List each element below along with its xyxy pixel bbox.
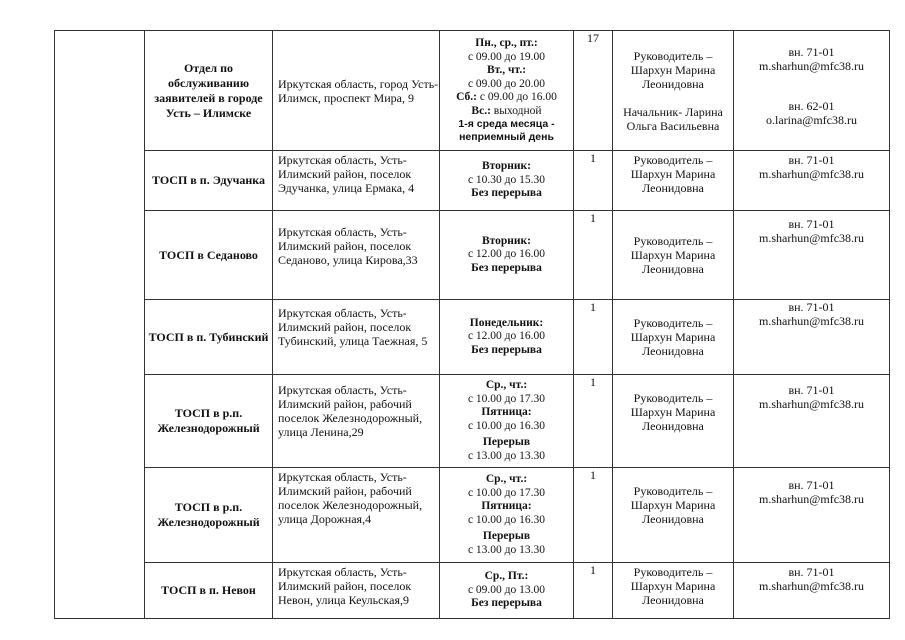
office-address: Иркутская область, Усть-Илимский район, поселок Тубинский, улица Таежная, 5 xyxy=(273,300,440,375)
table-row xyxy=(55,563,890,619)
office-phones: вн. 71-01 m.sharhun@mfc38.ru xyxy=(734,563,890,619)
office-schedule: Вторник: с 12.00 до 16.00 Без перерыва xyxy=(440,211,574,300)
table-row xyxy=(55,31,890,151)
office-phones: вн. 71-01 m.sharhun@mfc38.ru xyxy=(734,151,890,211)
office-address: Иркутская область, Усть-Илимский район, рабочий поселок Железнодорожный, улица Дорожная,4 xyxy=(273,468,440,563)
office-schedule: Понедельник: с 12.00 до 16.00 Без перерыва xyxy=(440,300,574,375)
staff-count: 17 xyxy=(574,31,613,151)
office-contact: Руководитель – Шархун Марина Леонидовна xyxy=(613,563,734,619)
office-contacts: Руководитель – Шархун Марина Леонидовна Начальник- Ларина Ольга Васильевна xyxy=(613,31,734,151)
table-row xyxy=(55,151,890,211)
office-address: Иркутская область, Усть-Илимский район, поселок Седаново, улица Кирова,33 xyxy=(273,211,440,300)
table-row xyxy=(55,211,890,300)
staff-count: 1 xyxy=(574,151,613,211)
table-row xyxy=(55,375,890,468)
office-contact: Руководитель – Шархун Марина Леонидовна xyxy=(613,300,734,375)
office-name: ТОСП в р.п. Железнодорожный xyxy=(145,375,273,468)
table-row xyxy=(55,468,890,563)
office-phones: вн. 71-01 m.sharhun@mfc38.ru xyxy=(734,375,890,468)
office-name: ТОСП в п. Эдучанка xyxy=(145,151,273,211)
staff-count: 1 xyxy=(574,300,613,375)
office-schedule: Ср., Пт.: с 09.00 до 13.00 Без перерыва xyxy=(440,563,574,619)
office-contact: Руководитель – Шархун Марина Леонидовна xyxy=(613,151,734,211)
office-name: ТОСП в п. Невон xyxy=(145,563,273,619)
office-name: Отдел по обслуживанию заявителей в городе Усть – Илимске xyxy=(145,31,273,151)
office-phones: вн. 71-01 m.sharhun@mfc38.ru xyxy=(734,300,890,375)
office-contact: Руководитель – Шархун Марина Леонидовна xyxy=(613,468,734,563)
office-schedule: Пн., ср., пт.: с 09.00 до 19.00 Вт., чт.: с 09.00 до 20.00 Сб.: с 09.00 до 16.00 Вс.: выходной 1-я среда месяца - неприемный день xyxy=(440,31,574,151)
office-name: ТОСП в Седаново xyxy=(145,211,273,300)
office-address: Иркутская область, Усть-Илимский район, поселок Невон, улица Кеульская,9 xyxy=(273,563,440,619)
staff-count: 1 xyxy=(574,375,613,468)
office-phones: вн. 71-01 m.sharhun@mfc38.ru xyxy=(734,468,890,563)
staff-count: 1 xyxy=(574,468,613,563)
region-cell xyxy=(55,31,145,619)
office-schedule: Вторник: с 10.30 до 15.30 Без перерыва xyxy=(440,151,574,211)
office-phones: вн. 71-01 m.sharhun@mfc38.ru xyxy=(734,211,890,300)
office-schedule: Ср., чт.: с 10.00 до 17.30 Пятница: с 10.00 до 16.30 Перерыв с 13.00 до 13.30 xyxy=(440,468,574,563)
table-row xyxy=(55,300,890,375)
office-schedule: Ср., чт.: с 10.00 до 17.30 Пятница: с 10.00 до 16.30 Перерыв с 13.00 до 13.30 xyxy=(440,375,574,468)
offices-table xyxy=(54,30,890,619)
office-contact: Руководитель – Шархун Марина Леонидовна xyxy=(613,211,734,300)
office-address: Иркутская область, город Усть-Илимск, проспект Мира, 9 xyxy=(273,31,440,151)
office-address: Иркутская область, Усть-Илимский район, рабочий поселок Железнодорожный, улица Ленина,29 xyxy=(273,375,440,468)
staff-count: 1 xyxy=(574,563,613,619)
office-address: Иркутская область, Усть-Илимский район, поселок Эдучанка, улица Ермака, 4 xyxy=(273,151,440,211)
staff-count: 1 xyxy=(574,211,613,300)
office-phones: вн. 71-01 m.sharhun@mfc38.ru вн. 62-01 o.larina@mfc38.ru xyxy=(734,31,890,151)
office-contact: Руководитель – Шархун Марина Леонидовна xyxy=(613,375,734,468)
office-name: ТОСП в п. Тубинский xyxy=(145,300,273,375)
office-name: ТОСП в р.п. Железнодорожный xyxy=(145,468,273,563)
